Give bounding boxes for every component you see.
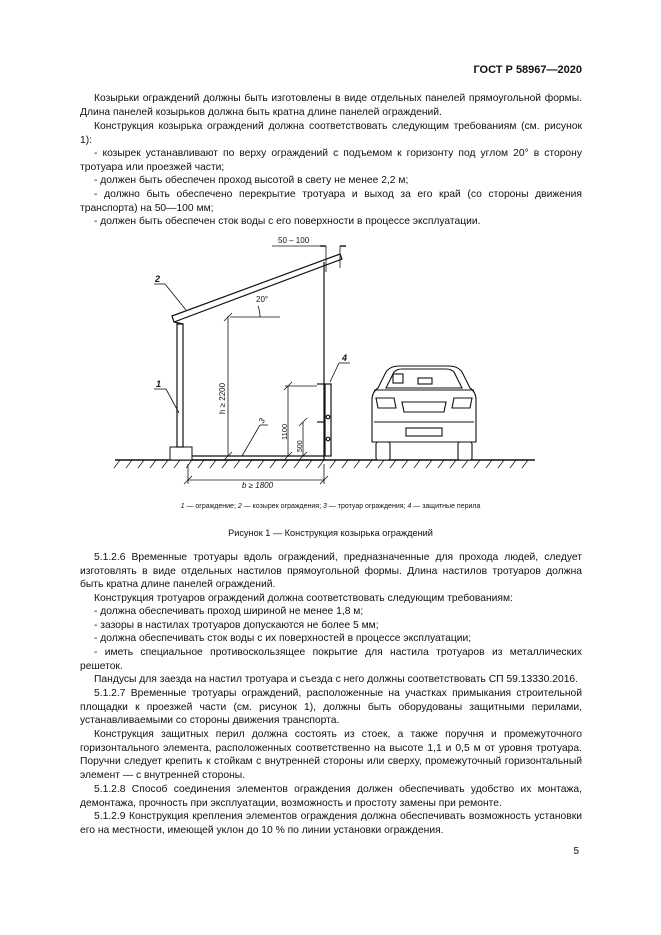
paragraph-5-1-2-7: 5.1.2.7 Временные тротуары ограждений, расположенные на участках примыкания строительной площадки к проезжей части (см. рисунок 1), должны быть оборудованы защитными перилами, устанавливаемыми со стороны движения транспорта.	[80, 688, 582, 727]
railing-mid-dimension	[299, 418, 307, 460]
paragraph-5-1-2-9: 5.1.2.9 Конструкция крепления элементов ограждения должна обеспечивать возможность установки его на местности, имеющей уклон до 10 % по линии установки ограждения.	[80, 811, 582, 836]
overhang-dimension-label: 50 – 100	[278, 236, 310, 245]
page-number: 5	[573, 846, 579, 857]
fence-post	[177, 324, 183, 447]
figure-legend: 1 — ограждение; 2 — козырек ограждения; 3 — тротуар ограждения; 4 — защитные перила	[180, 503, 481, 510]
paragraph-canopy-requirements: Конструкция козырька ограждений должна соответствовать следующим требованиям (см. рисунок 1):	[80, 121, 582, 146]
car-illustration	[372, 366, 476, 460]
angle-label: 20°	[256, 295, 269, 304]
paragraph-sidewalk-requirements: Конструкция тротуаров ограждений должна соответствовать следующим требованиям:	[94, 593, 513, 604]
list-item-width: - должна обеспечивать проход шириной не менее 1,8 м;	[94, 606, 364, 617]
ground-hatching	[114, 460, 528, 468]
document-code-header: ГОСТ Р 58967—2020	[473, 64, 582, 76]
callout-2: 2	[155, 274, 161, 284]
paragraph-canopy-panels: Козырьки ограждений должны быть изготовлены в виде отдельных панелей прямоугольной формы. Длина панелей козырьков должна быть кратна длине панелей ограждений.	[80, 93, 582, 118]
callout-1: 1	[156, 379, 162, 389]
canopy	[172, 254, 342, 324]
list-item-angle: - козырек устанавливают по верху ограждений с подъемом к горизонту под углом 20° в сторону тротуара или проезжей части;	[80, 148, 582, 173]
list-item-overhang: - должно быть обеспечено перекрытие тротуара и выход за его край (со стороны движения транспорта) на 50—100 мм;	[80, 189, 582, 214]
list-item-clearance: - должен быть обеспечен проход высотой в свету не менее 2,2 м;	[94, 175, 409, 186]
clearance-dimension-label: h ≥ 2200	[218, 382, 227, 414]
paragraph-5-1-2-8: 5.1.2.8 Способ соединения элементов ограждения должен обеспечивать удобство их монтажа, демонтажа, прочность при эксплуатации, возможность и простоту замены при ремонте.	[80, 784, 582, 809]
callout-4: 4	[342, 353, 348, 363]
list-item-gaps: - зазоры в настилах тротуаров допускаются не более 5 мм;	[94, 620, 379, 631]
paragraph-ramps: Пандусы для заезда на настил тротуара и съезда с него должны соответствовать СП 59.13330.2016.	[94, 674, 579, 685]
angle-marker	[230, 306, 280, 317]
paragraph-railing-construction: Конструкция защитных перил должна состоять из стоек, а также поручня и промежуточного горизонтального элемента, расположенных соответственно на высоте 1,1 и 0,5 м от уровня тротуара. Поручни следует крепить к стойкам с внутренней стороны или сверху, промежуточный горизонтальный элемент — с внутренней стороны.	[80, 729, 582, 781]
fence-foundation-block	[170, 447, 192, 460]
railing-low-label: 500	[297, 440, 304, 452]
figure-caption: Рисунок 1 — Конструкция козырька ограждений	[228, 528, 433, 538]
sidewalk-deck	[192, 456, 324, 460]
callout-3: 3	[256, 416, 267, 425]
paragraph-5-1-2-6: 5.1.2.6 Временные тротуары вдоль ограждений, предназначенные для прохода людей, следует изготовлять в виде отдельных настилов прямоугольной формы. Длина настилов тротуаров должна быть кратна длине панелей ограждений.	[80, 552, 582, 591]
list-item-drainage: - должен быть обеспечен сток воды с его поверхности в процессе эксплуатации.	[94, 216, 481, 227]
list-item-anti-slip: - иметь специальное противоскользящее покрытие для настила тротуаров из металлических решеток.	[80, 647, 582, 672]
figure-canopy-diagram	[110, 232, 540, 502]
railing-high-label: 1100	[280, 423, 289, 440]
list-item-water-drain: - должна обеспечивать сток воды с их поверхностей в процессе эксплуатации;	[94, 633, 472, 644]
width-dimension-label: b ≥ 1800	[242, 481, 274, 490]
